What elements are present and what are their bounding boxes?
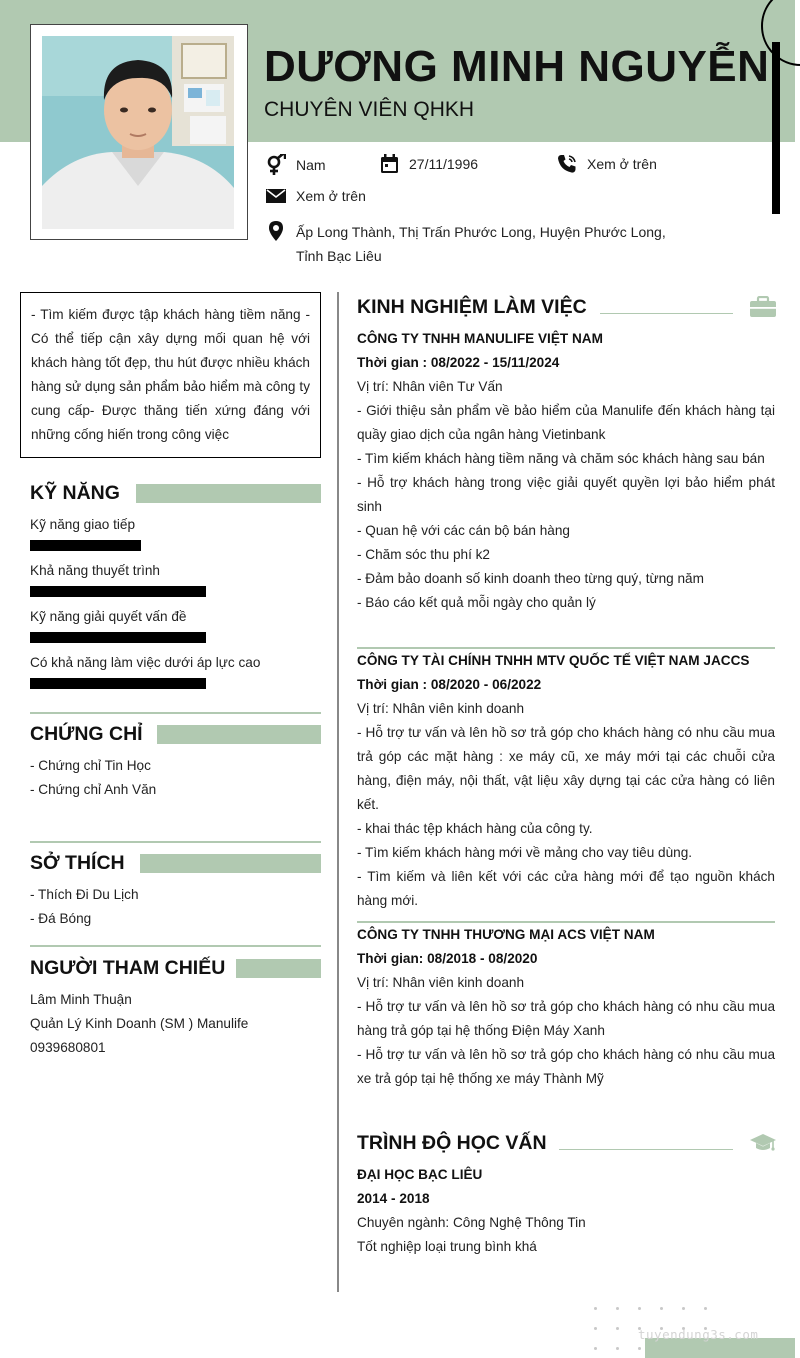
job-detail-line: Vị trí: Nhân viên kinh doanh xyxy=(357,975,525,990)
phone-icon xyxy=(557,154,577,174)
certificate-item: - Chứng chỉ Tin Học xyxy=(30,758,151,773)
decorative-bar xyxy=(772,42,780,214)
briefcase-icon xyxy=(750,296,776,318)
job-divider xyxy=(357,921,775,923)
job-detail-line: - Chăm sóc thu phí k2 xyxy=(357,547,490,562)
job-company: CÔNG TY TNHH THƯƠNG MẠI ACS VIỆT NAM xyxy=(357,927,655,942)
birthdate-value: 27/11/1996 xyxy=(409,156,479,172)
school-name: ĐẠI HỌC BẠC LIÊU xyxy=(357,1167,483,1182)
skill-level-bar xyxy=(30,540,141,551)
graduation-cap-icon xyxy=(750,1133,776,1153)
email-info xyxy=(266,188,366,204)
job-period: Thời gian: 08/2018 - 08/2020 xyxy=(357,951,538,966)
skill-level-bar xyxy=(30,678,206,689)
certificates-title-bar xyxy=(157,725,321,744)
job-period: Thời gian : 08/2020 - 06/2022 xyxy=(357,677,542,692)
profile-photo xyxy=(42,36,234,229)
birthdate-info xyxy=(380,154,478,174)
column-divider xyxy=(337,292,339,1292)
section-divider xyxy=(30,712,321,714)
job-detail-line: - khai thác tệp khách hàng của công ty. xyxy=(357,821,593,836)
skills-title-bar xyxy=(136,484,321,503)
career-objective: - Tìm kiếm được tập khách hàng tiềm năng - Có thể tiếp cận xây dựng mối quan hệ với khách hàng tốt đẹp, thu hút được nhiều khách hàng sử dụng sản phẩm bảo hiểm mà công ty cung cấp- Được thăng tiến xứng đáng với những cống hiến trong công việc xyxy=(20,292,321,458)
envelope-icon xyxy=(266,188,286,204)
job-detail-line: - Tìm kiếm khách hàng tiềm năng và chăm sóc khách hàng sau bán xyxy=(357,451,765,466)
phone-value: Xem ở trên xyxy=(587,156,657,172)
job-detail-line: - Tìm kiếm và liên kết với các cửa hàng mới để tạo nguồn khách hàng mới. xyxy=(357,869,775,908)
job-period: Thời gian : 08/2022 - 15/11/2024 xyxy=(357,355,560,370)
references-title-bar xyxy=(236,959,321,978)
job-details xyxy=(357,971,775,1091)
experience-title-line xyxy=(600,313,733,314)
job-detail-line: - Hỗ trợ khách hàng trong việc giải quyết quyền lợi bảo hiểm phát sinh xyxy=(357,475,775,514)
reference-position: Quản Lý Kinh Doanh (SM ) Manulife xyxy=(30,1016,249,1031)
job-details xyxy=(357,375,775,615)
education-title: TRÌNH ĐỘ HỌC VẤN xyxy=(357,1132,547,1154)
hobbies-title-bar xyxy=(140,854,321,873)
gender-info xyxy=(266,154,326,176)
skills-title: KỸ NĂNG xyxy=(30,482,120,504)
phone-info xyxy=(557,154,657,174)
job-detail-line: - Quan hệ với các cán bộ bán hàng xyxy=(357,523,570,538)
email-value: Xem ở trên xyxy=(296,188,366,204)
candidate-name: DƯƠNG MINH NGUYỄN xyxy=(264,42,770,91)
job-details xyxy=(357,697,775,913)
job-detail-line: - Giới thiệu sản phẩm về bảo hiểm của Manulife đến khách hàng tại quầy giao dịch của ngân hàng Vietinbank xyxy=(357,403,775,442)
job-detail-line: Vị trí: Nhân viên kinh doanh xyxy=(357,701,525,716)
candidate-role: CHUYÊN VIÊN QHKH xyxy=(264,98,475,121)
experience-title: KINH NGHIỆM LÀM VIỆC xyxy=(357,296,587,318)
education-title-line xyxy=(559,1149,733,1150)
gender-icon xyxy=(266,154,286,176)
job-detail-line: - Hỗ trợ tư vấn và lên hồ sơ trả góp cho khách hàng có nhu cầu mua trả góp các mặt hàng : xe máy cũ, xe máy mới tại các chuỗi cửa hàng, điện máy, nội thất, vật liệu xây dựng tại các cửa hàng có liên kết. xyxy=(357,725,775,812)
hobbies-title: SỞ THÍCH xyxy=(30,852,125,874)
skill-label: Khả năng thuyết trình xyxy=(30,563,160,578)
address-info xyxy=(266,220,696,268)
skill-label: Kỹ năng giải quyết vấn đề xyxy=(30,609,187,624)
skill-label: Kỹ năng giao tiếp xyxy=(30,517,136,532)
job-detail-line: - Đảm bảo doanh số kinh doanh theo từng quý, từng năm xyxy=(357,571,704,586)
skill-level-bar xyxy=(30,586,206,597)
section-divider xyxy=(30,841,321,843)
education-major: Chuyên ngành: Công Nghệ Thông Tin xyxy=(357,1215,586,1230)
education-years: 2014 - 2018 xyxy=(357,1191,430,1206)
job-company: CÔNG TY TNHH MANULIFE VIỆT NAM xyxy=(357,331,603,346)
gender-value: Nam xyxy=(296,157,326,173)
skill-level-bar xyxy=(30,632,206,643)
location-pin-icon xyxy=(266,220,286,242)
job-company: CÔNG TY TÀI CHÍNH TNHH MTV QUỐC TẾ VIỆT NAM JACCS xyxy=(357,653,750,668)
certificates-title: CHỨNG CHỈ xyxy=(30,723,143,745)
job-detail-line: - Tìm kiếm khách hàng mới về mảng cho vay tiêu dùng. xyxy=(357,845,693,860)
skill-label: Có khả năng làm việc dưới áp lực cao xyxy=(30,655,261,670)
calendar-icon xyxy=(380,154,399,174)
watermark: tuyendung3s.com xyxy=(638,1327,759,1342)
job-detail-line: - Báo cáo kết quả mỗi ngày cho quản lý xyxy=(357,595,596,610)
job-divider xyxy=(357,647,775,649)
references-title: NGƯỜI THAM CHIẾU xyxy=(30,957,226,979)
address-value: Ấp Long Thành, Thị Trấn Phước Long, Huyện Phước Long, Tỉnh Bạc Liêu xyxy=(296,224,666,264)
hobby-item: - Thích Đi Du Lịch xyxy=(30,887,139,902)
education-grade: Tốt nghiệp loại trung bình khá xyxy=(357,1239,537,1254)
job-detail-line: - Hỗ trợ tư vấn và lên hồ sơ trả góp cho khách hàng có nhu cầu mua xe trả góp tại hệ thống xe máy Thành Mỹ xyxy=(357,1047,775,1086)
job-detail-line: - Hỗ trợ tư vấn và lên hồ sơ trả góp cho khách hàng có nhu cầu mua hàng trả góp tại hệ thống Điện Máy Xanh xyxy=(357,999,775,1038)
reference-phone: 0939680801 xyxy=(30,1040,106,1055)
reference-name: Lâm Minh Thuận xyxy=(30,992,132,1007)
job-detail-line: Vị trí: Nhân viên Tư Vấn xyxy=(357,379,503,394)
section-divider xyxy=(30,945,321,947)
hobby-item: - Đá Bóng xyxy=(30,911,92,926)
certificate-item: - Chứng chỉ Anh Văn xyxy=(30,782,157,797)
